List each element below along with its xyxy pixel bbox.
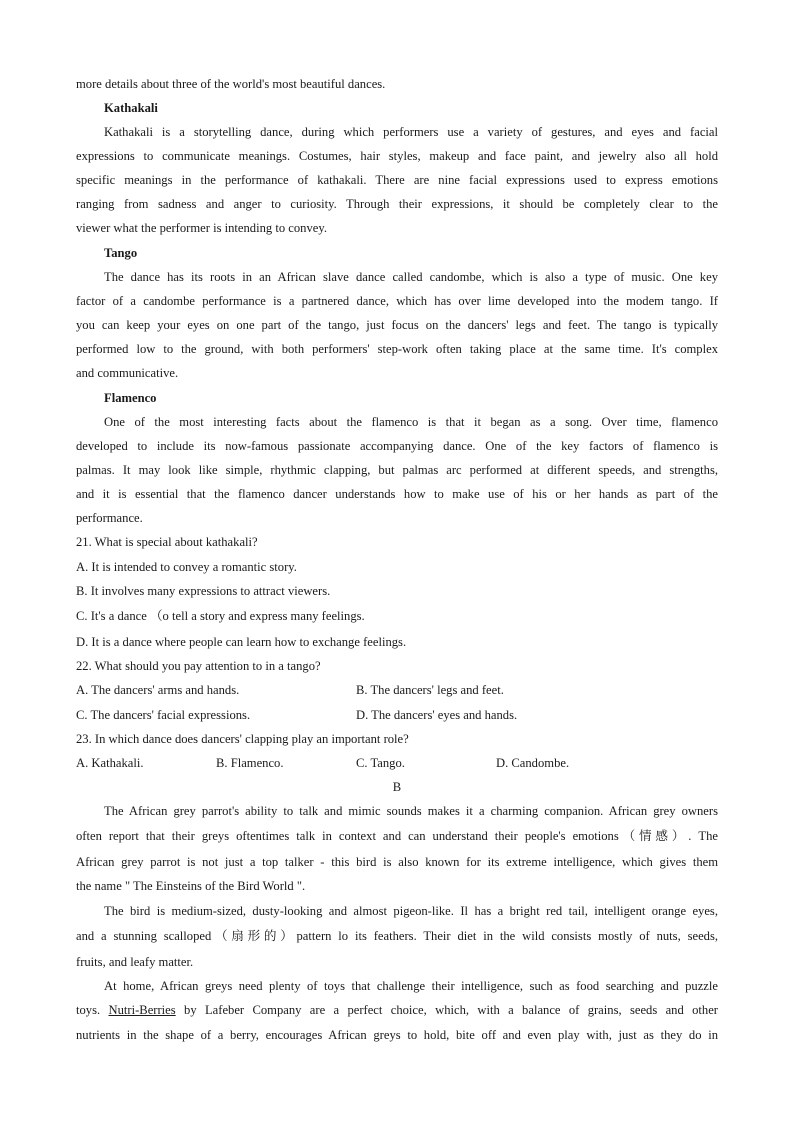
question-23-option-d: D. Candombe.: [496, 756, 570, 770]
kathakali-line: expressions to communicate meanings. Costumes, hair styles, makeup and face paint, and jewelry also all hold: [76, 149, 718, 163]
question-23-option-b: B. Flamenco.: [216, 756, 284, 770]
intro-line: more details about three of the world's most beautiful dances.: [76, 77, 386, 91]
flamenco-line: One of the most interesting facts about the flamenco is that it began as a song. Over time, flamenco: [104, 415, 718, 429]
nutri-berries-link[interactable]: Nutri-Berries: [108, 1003, 176, 1017]
kathakali-line: viewer what the performer is intending to convey.: [76, 221, 327, 235]
section-label-b: B: [392, 780, 402, 794]
question-23-option-c: C. Tango.: [356, 756, 405, 770]
question-21-option-a: A. It is intended to convey a romantic story.: [76, 560, 297, 574]
parrot-p1-line: African grey parrot is not just a top talker - this bird is also known for its extreme intelligence, which gives them: [76, 855, 718, 869]
parrot-p3-line: [76, 1002, 718, 1018]
kathakali-line: Kathakali is a storytelling dance, during which performers use a variety of gestures, and eyes and facial: [104, 125, 718, 139]
p3-rest-text: by Lafeber Company are a perfect choice, which, with a balance of grains, seeds and other: [184, 1003, 718, 1017]
parrot-p3-line: nutrients in the shape of a berry, encourages African greys to hold, bite off and even play with, just as they do in: [76, 1028, 718, 1042]
question-22-option-b: B. The dancers' legs and feet.: [356, 683, 504, 697]
parrot-p1-line: often report that their greys oftentimes talk in context and can understand their people's emotions（情感）. The: [76, 829, 718, 843]
question-23-stem: 23. In which dance does dancers' clapping play an important role?: [76, 732, 409, 746]
parrot-p2-line: fruits, and leafy matter.: [76, 955, 194, 969]
parrot-p3-line: At home, African greys need plenty of toys that challenge their intelligence, such as food searching and puzzle: [104, 979, 718, 993]
kathakali-line: ranging from sadness and anger to curiosity. Through their expressions, it should be completely clear to the: [76, 197, 718, 211]
kathakali-line: specific meanings in the performance of kathakali. There are nine facial expressions used to express emotions: [76, 173, 718, 187]
parrot-p1-line: the name " The Einsteins of the Bird World ".: [76, 879, 306, 893]
parrot-p2-line: and a stunning scalloped（扇形的）pattern lo its feathers. Their diet in the wild consists mostly of nuts, seeds,: [76, 929, 718, 943]
tango-line: you can keep your eyes on one part of the tango, just focus on the dancers' legs and feet. The tango is typically: [76, 318, 718, 332]
heading-tango: Tango: [104, 246, 138, 260]
question-21-option-d: D. It is a dance where people can learn how to exchange feelings.: [76, 635, 407, 649]
tango-line: The dance has its roots in an African slave dance called candombe, which is also a type of music. One key: [104, 270, 718, 284]
flamenco-line: developed to include its now-famous passionate accompanying dance. One of the key factors of flamenco is: [76, 439, 718, 453]
heading-kathakali: Kathakali: [104, 101, 158, 115]
flamenco-line: and it is essential that the flamenco dancer understands how to make use of his or her hands as part of the: [76, 487, 718, 501]
tango-line: and communicative.: [76, 366, 179, 380]
question-23-option-a: A. Kathakali.: [76, 756, 144, 770]
tango-line: factor of a candombe performance is a partnered dance, which has over lime developed into the modem tango. If: [76, 294, 718, 308]
question-21-option-b: B. It involves many expressions to attract viewers.: [76, 584, 331, 598]
question-22-option-d: D. The dancers' eyes and hands.: [356, 708, 518, 722]
question-22-stem: 22. What should you pay attention to in a tango?: [76, 659, 321, 673]
parrot-p2-line: The bird is medium-sized, dusty-looking and almost pigeon-like. Il has a bright red tail, intelligent orange eyes,: [104, 904, 718, 918]
question-22-option-a: A. The dancers' arms and hands.: [76, 683, 240, 697]
flamenco-line: palmas. It may look like simple, rhythmic clapping, but palmas arc performed at different speeds, and strengths,: [76, 463, 718, 477]
toys-text: toys.: [76, 1003, 101, 1017]
tango-line: performed low to the ground, with both performers' step-work often taking place at the same time. It's complex: [76, 342, 718, 356]
flamenco-line: performance.: [76, 511, 143, 525]
parrot-p1-line: The African grey parrot's ability to talk and mimic sounds makes it a charming companion. African grey owners: [104, 804, 718, 818]
heading-flamenco: Flamenco: [104, 391, 157, 405]
question-21-stem: 21. What is special about kathakali?: [76, 535, 258, 549]
question-22-option-c: C. The dancers' facial expressions.: [76, 708, 251, 722]
question-21-option-c: C. It's a dance （o tell a story and express many feelings.: [76, 609, 365, 623]
